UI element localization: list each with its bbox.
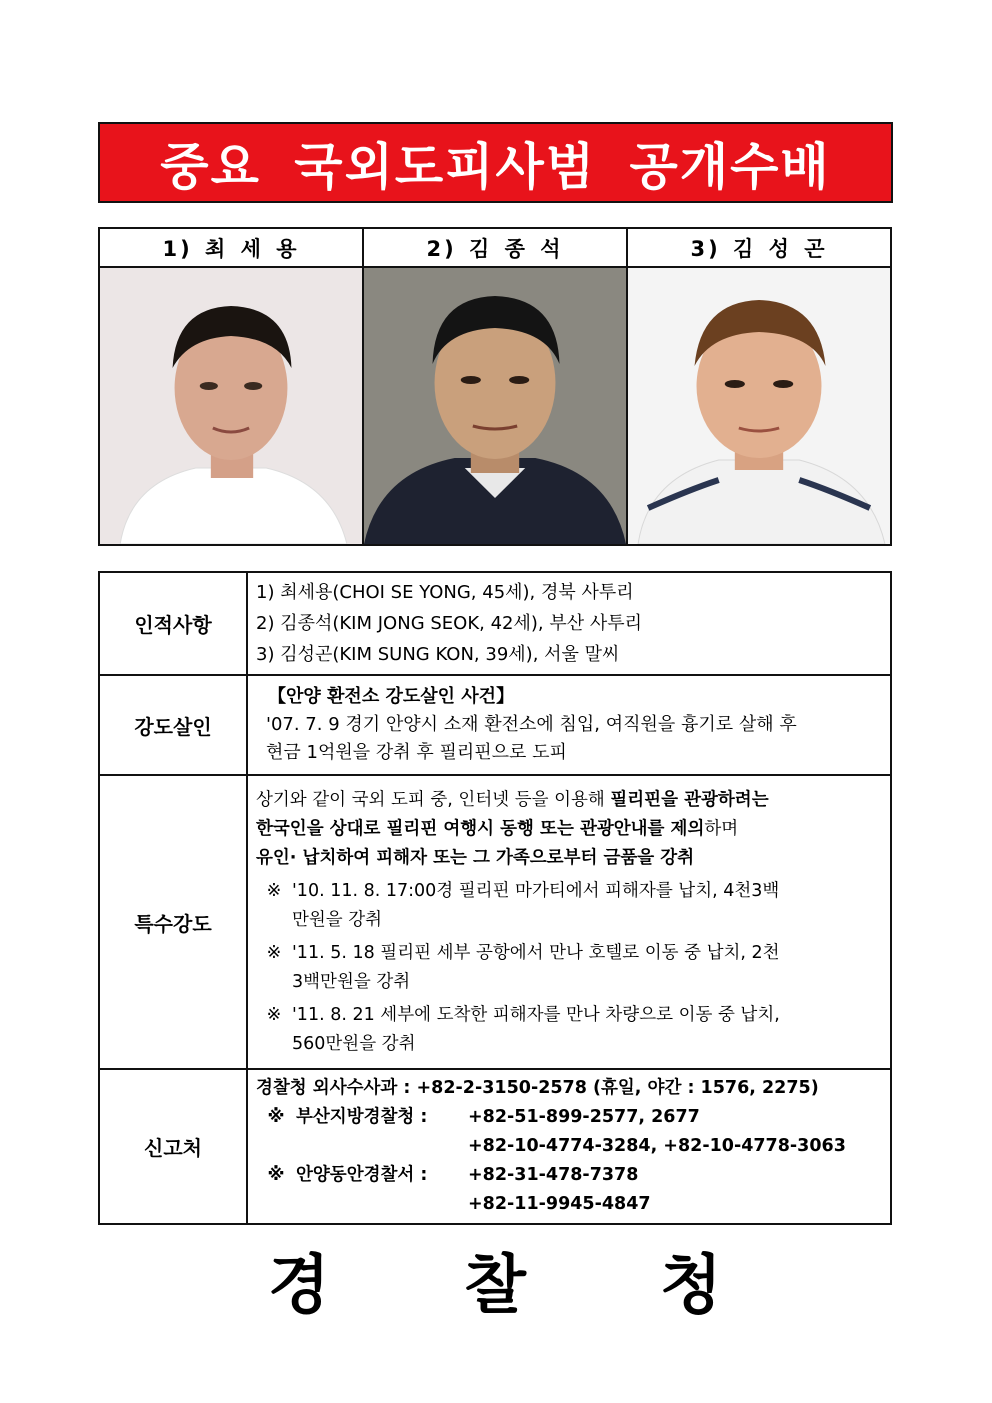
robbery-murder-title: 【안양 환전소 강도살인 사건】 — [268, 686, 515, 707]
report-main — [256, 1074, 882, 1103]
robbery-murder-label: 강도살인 — [99, 675, 247, 775]
footer-char-2: 찰 — [464, 1249, 526, 1323]
intro-1-bold: 필리핀을 관광하려는 — [610, 789, 769, 810]
report-busan-1 — [256, 1103, 882, 1132]
note-mark: ※ — [266, 880, 282, 901]
robbery-murder-line-1: '07. 7. 9 경기 안양시 소재 환전소에 침입, 여직원을 흉기로 살해 후 — [266, 714, 797, 735]
report-label: 신고처 — [99, 1069, 247, 1224]
intro-1-text: 상기와 같이 국외 도피 중, 인터넷 등을 이용해 — [256, 789, 611, 810]
item-3-line-1: '11. 8. 21 세부에 도착한 피해자를 만나 차량으로 이동 중 납치, — [292, 1004, 780, 1025]
anyang-phone-2: +82-11-9945-4847 — [468, 1194, 651, 1214]
case-info-table — [98, 571, 892, 1225]
item-2-line-1: '11. 5. 18 필리핀 세부 공항에서 만나 호텔로 이동 중 납치, 2천 — [292, 942, 780, 963]
suspect-name-2: 2) 김 종 석 — [363, 228, 627, 267]
identity-content — [247, 572, 891, 675]
suspect-photo-3 — [628, 268, 890, 544]
special-robbery-item-1 — [256, 877, 882, 935]
identity-line-1: 1) 최세용(CHOI SE YONG, 45세), 경북 사투리 — [256, 582, 634, 603]
anyang-org: 안양동안경찰서 : — [296, 1165, 428, 1185]
note-mark: ※ — [266, 942, 282, 963]
report-busan-2 — [256, 1132, 882, 1161]
suspect-photo-1 — [100, 268, 362, 544]
report-anyang-1 — [256, 1161, 882, 1190]
busan-phone-2: +82-10-4774-3284, +82-10-4778-3063 — [468, 1136, 846, 1156]
busan-phone-1: +82-51-899-2577, 2677 — [468, 1107, 700, 1127]
wanted-banner — [98, 122, 893, 203]
special-robbery-intro-2 — [256, 815, 882, 844]
report-anyang-2 — [256, 1190, 882, 1219]
identity-line-3: 3) 김성곤(KIM SUNG KON, 39세), 서울 말씨 — [256, 644, 620, 665]
note-mark: ※ — [267, 1107, 285, 1127]
special-robbery-item-3 — [256, 1001, 882, 1059]
identity-label: 인적사항 — [99, 572, 247, 675]
robbery-murder-content — [247, 675, 891, 775]
identity-line-2: 2) 김종석(KIM JONG SEOK, 42세), 부산 사투리 — [256, 613, 642, 634]
note-mark: ※ — [267, 1165, 285, 1185]
special-robbery-label: 특수강도 — [99, 775, 247, 1069]
special-robbery-intro-1 — [256, 786, 882, 815]
issuer-footer — [98, 1240, 892, 1323]
footer-char-3: 청 — [660, 1249, 722, 1323]
item-1-line-2: 만원을 강취 — [292, 909, 383, 930]
robbery-murder-line-2: 현금 1억원을 강취 후 필리핀으로 도피 — [266, 742, 567, 763]
suspect-name-1: 1) 최 세 용 — [99, 228, 363, 267]
item-2-line-2: 3백만원을 강취 — [292, 971, 411, 992]
anyang-phone-1: +82-31-478-7378 — [468, 1165, 639, 1185]
suspect-photo-cell-1 — [99, 267, 363, 545]
special-robbery-item-2 — [256, 939, 882, 997]
footer-char-1: 경 — [268, 1249, 330, 1323]
special-robbery-content — [247, 775, 891, 1069]
report-main-text: 경찰청 외사수사과 : +82-2-3150-2578 (휴일, 야간 : 1576, 2275) — [256, 1078, 819, 1098]
report-content — [247, 1069, 891, 1224]
intro-2-bold: 한국인을 상대로 필리핀 여행시 동행 또는 관광안내를 제의 — [256, 818, 705, 839]
suspect-photo-cell-2 — [363, 267, 627, 545]
special-robbery-intro-3: 유인· 납치하여 피해자 또는 그 가족으로부터 금품을 강취 — [256, 847, 695, 868]
item-1-line-1: '10. 11. 8. 17:00경 필리핀 마가티에서 피해자를 납치, 4천3백 — [292, 880, 780, 901]
suspect-photo-table — [98, 227, 892, 546]
suspect-photo-cell-3 — [627, 267, 891, 545]
note-mark: ※ — [266, 1004, 282, 1025]
suspect-photo-2 — [364, 268, 626, 544]
intro-2-text: 하며 — [704, 818, 739, 839]
suspect-name-3: 3) 김 성 곤 — [627, 228, 891, 267]
banner-title: 중요 국외도피사범 공개수배 — [160, 137, 831, 196]
busan-org: 부산지방경찰청 : — [296, 1107, 428, 1127]
item-3-line-2: 560만원을 강취 — [292, 1033, 416, 1054]
